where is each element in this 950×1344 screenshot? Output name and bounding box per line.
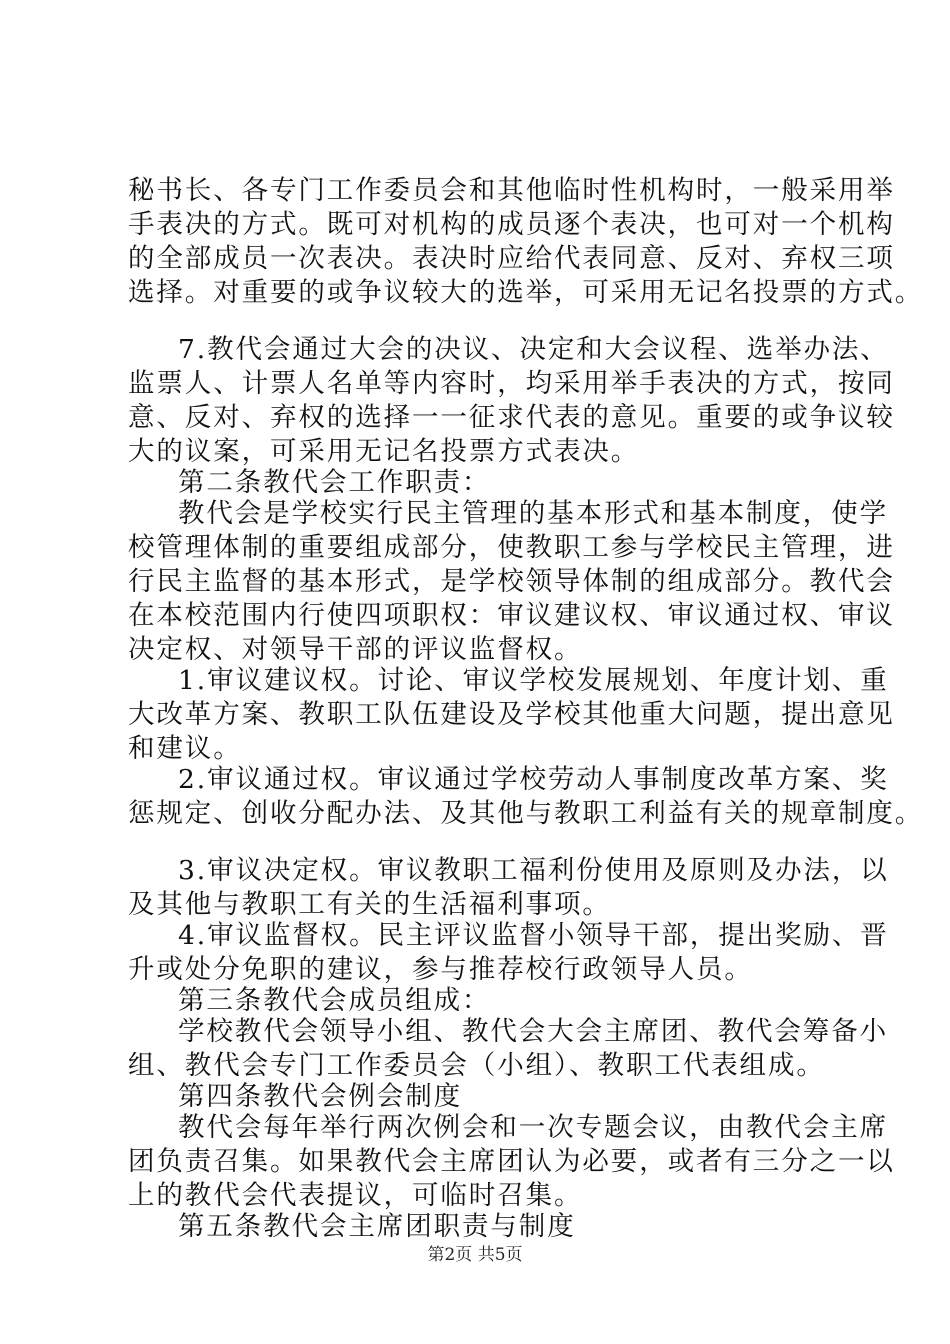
text-line: 和建议。 — [128, 733, 242, 764]
text-line: 选择。对重要的或争议较大的选举，可采用无记名投票的方式。 — [128, 277, 924, 308]
text-line: 上的教代会代表提议，可临时召集。 — [128, 1180, 583, 1211]
text-line: 2.审议通过权。审议通过学校劳动人事制度改革方案、奖 — [178, 764, 889, 795]
text-line: 手表决的方式。既可对机构的成员逐个表决，也可对一个机构 — [128, 209, 895, 240]
text-line: 升或处分免职的建议，参与推荐校行政领导人员。 — [128, 954, 753, 985]
text-line: 教代会是学校实行民主管理的基本形式和基本制度，使学 — [178, 498, 888, 529]
text-line: 7.教代会通过大会的决议、决定和大会议程、选举办法、 — [178, 334, 889, 365]
text-line: 及其他与教职工有关的生活福利事项。 — [128, 889, 611, 920]
text-line: 1.审议建议权。讨论、审议学校发展规划、年度计划、重 — [178, 665, 889, 696]
text-line: 教代会每年举行两次例会和一次专题会议，由教代会主席 — [178, 1112, 888, 1143]
text-line: 惩规定、创收分配办法、及其他与教职工利益有关的规章制度。 — [128, 798, 924, 829]
section-heading: 第三条教代会成员组成： — [178, 985, 491, 1016]
text-line: 组、教代会专门工作委员会（小组）、教职工代表组成。 — [128, 1050, 825, 1081]
section-heading: 第五条教代会主席团职责与制度 — [178, 1211, 576, 1242]
text-line: 团负责召集。如果教代会主席团认为必要，或者有三分之一以 — [128, 1146, 895, 1177]
text-line: 监票人、计票人名单等内容时，均采用举手表决的方式，按同 — [128, 368, 895, 399]
text-line: 大的议案，可采用无记名投票方式表决。 — [128, 436, 640, 467]
section-heading: 第四条教代会例会制度 — [178, 1081, 462, 1112]
text-line: 学校教代会领导小组、教代会大会主席团、教代会筹备小 — [178, 1016, 888, 1047]
text-line: 意、反对、弃权的选择一一征求代表的意见。重要的或争议较 — [128, 402, 895, 433]
section-heading: 第二条教代会工作职责： — [178, 467, 491, 498]
text-line: 决定权、对领导干部的评议监督权。 — [128, 634, 583, 665]
text-line: 4.审议监督权。民主评议监督小领导干部，提出奖励、晋 — [178, 920, 889, 951]
text-line: 秘书长、各专门工作委员会和其他临时性机构时，一般采用举 — [128, 175, 895, 206]
text-line: 在本校范围内行使四项职权：审议建议权、审议通过权、审议 — [128, 600, 895, 631]
page-number-footer: 第2页 共5页 — [427, 1245, 523, 1265]
text-line: 行民主监督的基本形式，是学校领导体制的组成部分。教代会 — [128, 566, 895, 597]
text-line: 的全部成员一次表决。表决时应给代表同意、反对、弃权三项 — [128, 243, 895, 274]
text-line: 校管理体制的重要组成部分，使教职工参与学校民主管理，进 — [128, 532, 895, 563]
text-line: 3.审议决定权。审议教职工福利份使用及原则及办法，以 — [178, 855, 889, 886]
text-line: 大改革方案、教职工队伍建设及学校其他重大问题，提出意见 — [128, 699, 895, 730]
